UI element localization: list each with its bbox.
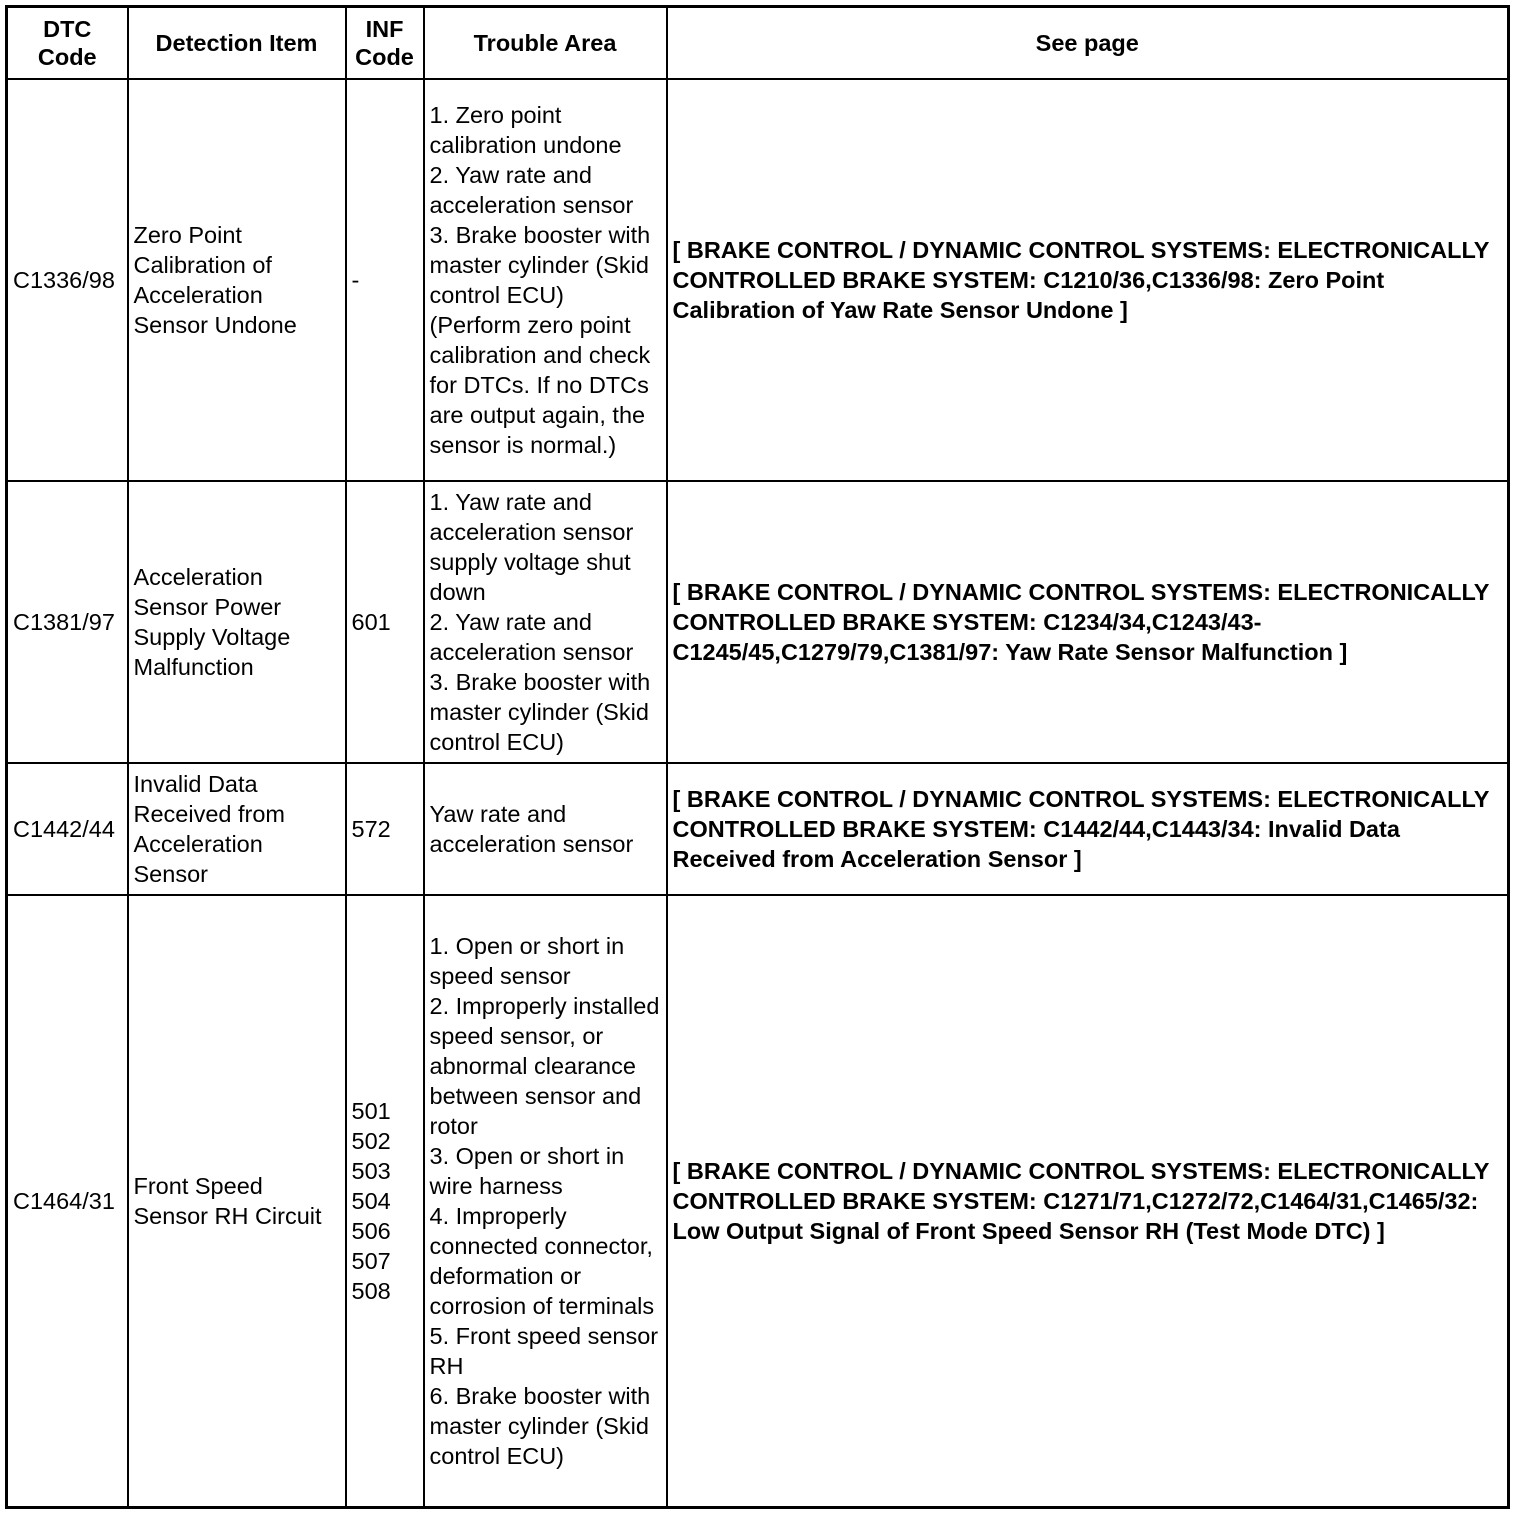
header-detection-item: Detection Item (128, 7, 346, 80)
trouble-area-cell: Yaw rate and acceleration sensor (424, 763, 667, 895)
inf-code-cell: - (346, 79, 424, 481)
detection-item-cell: Front Speed Sensor RH Circuit (128, 895, 346, 1507)
inf-code-cell: 601 (346, 481, 424, 763)
table-header-row (7, 7, 1509, 80)
header-trouble-area: Trouble Area (424, 7, 667, 80)
see-page-link[interactable]: [ BRAKE CONTROL / DYNAMIC CONTROL SYSTEMS: ELECTRONICALLY CONTROLLED BRAKE SYSTEM: C1271/71,C1272/72,C1464/31,C1465/32: Low Output Signal of Front Speed Sensor RH (Test Mode DTC) ] (667, 895, 1509, 1507)
see-page-link[interactable]: [ BRAKE CONTROL / DYNAMIC CONTROL SYSTEMS: ELECTRONICALLY CONTROLLED BRAKE SYSTEM: C1442/44,C1443/34: Invalid Data Received from Acceleration Sensor ] (667, 763, 1509, 895)
inf-code-cell: 501 502 503 504 506 507 508 (346, 895, 424, 1507)
dtc-code-cell: C1442/44 (7, 763, 128, 895)
header-inf-code: INF Code (346, 7, 424, 80)
dtc-code-cell: C1336/98 (7, 79, 128, 481)
trouble-area-cell: 1. Zero point calibration undone 2. Yaw rate and acceleration sensor 3. Brake booster with master cylinder (Skid control ECU) (Perform zero point calibration and check for DTCs. If no DTCs are output again, the sensor is normal.) (424, 79, 667, 481)
detection-item-cell: Zero Point Calibration of Acceleration Sensor Undone (128, 79, 346, 481)
table-row (7, 895, 1509, 1507)
see-page-link[interactable]: [ BRAKE CONTROL / DYNAMIC CONTROL SYSTEMS: ELECTRONICALLY CONTROLLED BRAKE SYSTEM: C1234/34,C1243/43-C1245/45,C1279/79,C1381/97: Yaw Rate Sensor Malfunction ] (667, 481, 1509, 763)
inf-code-cell: 572 (346, 763, 424, 895)
see-page-link[interactable]: [ BRAKE CONTROL / DYNAMIC CONTROL SYSTEMS: ELECTRONICALLY CONTROLLED BRAKE SYSTEM: C1210/36,C1336/98: Zero Point Calibration of Yaw Rate Sensor Undone ] (667, 79, 1509, 481)
header-see-page: See page (667, 7, 1509, 80)
trouble-area-cell: 1. Yaw rate and acceleration sensor supply voltage shut down 2. Yaw rate and acceleration sensor 3. Brake booster with master cylinder (Skid control ECU) (424, 481, 667, 763)
table-row (7, 79, 1509, 481)
table-row (7, 763, 1509, 895)
dtc-code-cell: C1464/31 (7, 895, 128, 1507)
trouble-area-cell: 1. Open or short in speed sensor 2. Improperly installed speed sensor, or abnormal clearance between sensor and rotor 3. Open or short in wire harness 4. Improperly connected connector, deformation or corrosion of terminals 5. Front speed sensor RH 6. Brake booster with master cylinder (Skid control ECU) (424, 895, 667, 1507)
detection-item-cell: Invalid Data Received from Acceleration Sensor (128, 763, 346, 895)
table-row (7, 481, 1509, 763)
header-dtc-code: DTC Code (7, 7, 128, 80)
dtc-table (5, 5, 1510, 1509)
dtc-code-cell: C1381/97 (7, 481, 128, 763)
detection-item-cell: Acceleration Sensor Power Supply Voltage Malfunction (128, 481, 346, 763)
